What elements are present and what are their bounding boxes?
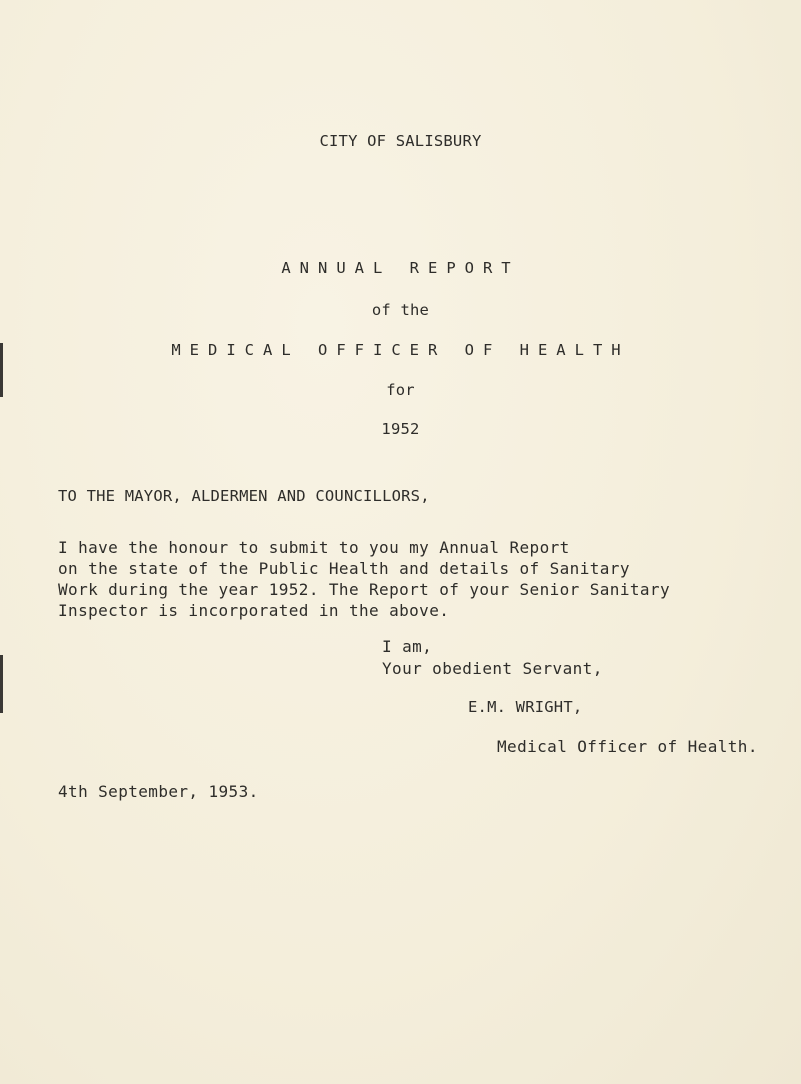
signature-title: Medical Officer of Health. bbox=[497, 737, 758, 756]
signature-name: E.M. WRIGHT, bbox=[468, 698, 583, 716]
closing-obedient-servant: Your obedient Servant, bbox=[382, 659, 603, 678]
closing-i-am: I am, bbox=[382, 637, 433, 656]
letter-body-line-4: Inspector is incorporated in the above. bbox=[58, 601, 450, 620]
medical-officer-title: MEDICAL OFFICER OF HEALTH bbox=[171, 341, 630, 359]
letter-date: 4th September, 1953. bbox=[58, 782, 259, 801]
letter-body-line-3: Work during the year 1952. The Report of your Senior Sanitary bbox=[58, 580, 671, 599]
binding-mark-bottom bbox=[0, 655, 3, 713]
letter-body-line-1: I have the honour to submit to you my Annual Report bbox=[58, 538, 570, 557]
letter-body-line-2: on the state of the Public Health and details of Sanitary bbox=[58, 559, 630, 578]
of-the-text: of the bbox=[371, 301, 430, 319]
city-title: CITY OF SALISBURY bbox=[319, 132, 482, 150]
salutation: TO THE MAYOR, ALDERMEN AND COUNCILLORS, bbox=[58, 487, 430, 505]
for-text: for bbox=[386, 381, 415, 399]
report-year: 1952 bbox=[381, 420, 420, 438]
annual-report-title: ANNUAL REPORT bbox=[281, 259, 520, 277]
